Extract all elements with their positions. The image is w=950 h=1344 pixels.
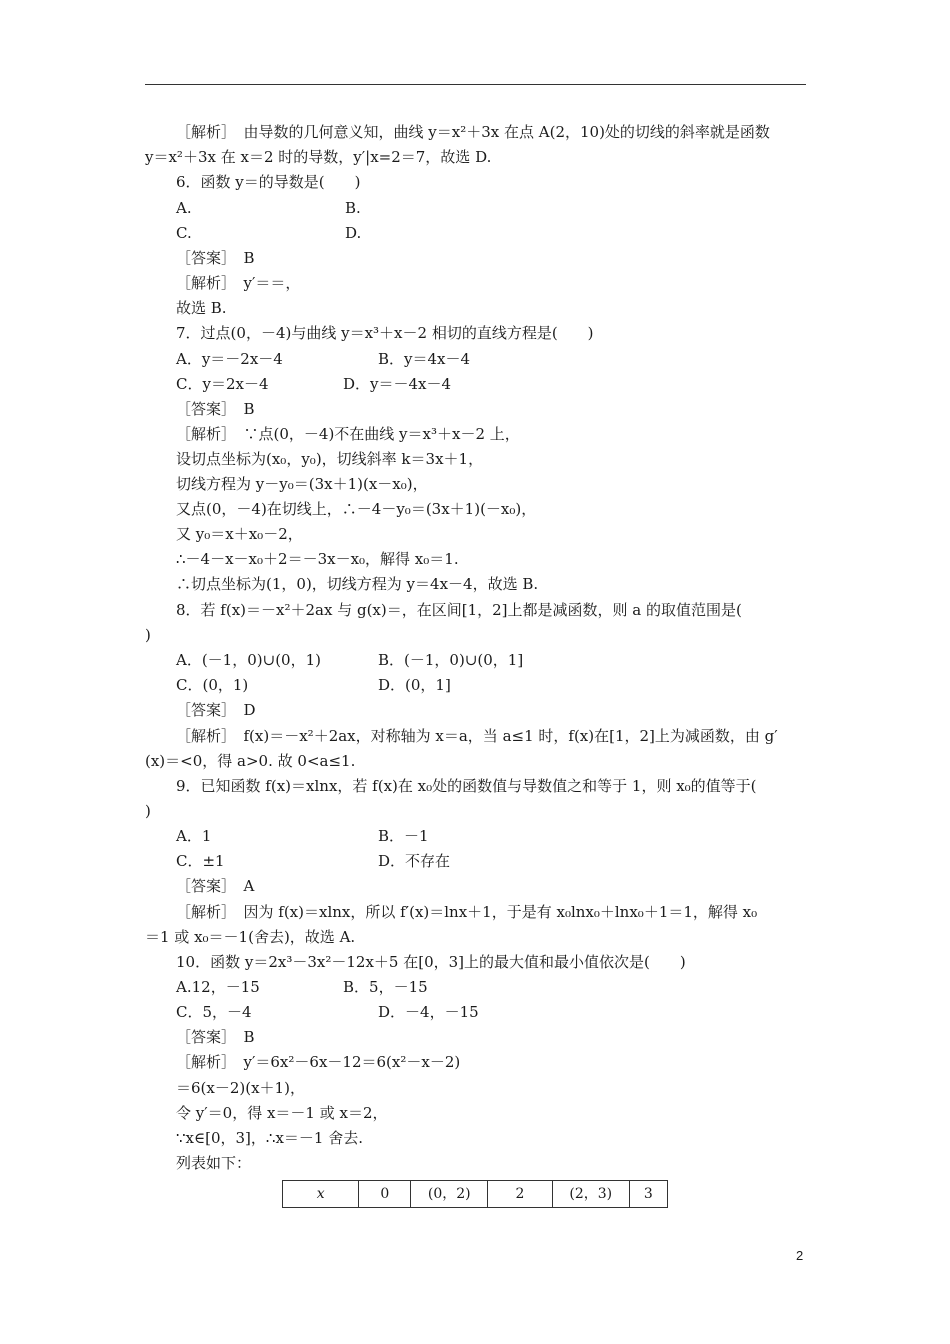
text-line: ＝6(x－2)(x＋1)，: [176, 1079, 305, 1097]
table-cell: x: [283, 1181, 359, 1208]
header-rule: [145, 84, 806, 85]
text-line: ): [145, 802, 151, 820]
text-line: 设切点坐标为(x₀，y₀)，切线斜率 k＝3x＋1，: [176, 450, 484, 468]
text-line: 又 y₀＝x＋x₀－2，: [176, 525, 303, 543]
text-line: 令 y′＝0，得 x＝－1 或 x＝2，: [176, 1104, 388, 1122]
text-line: B．(－1，0)∪(0，1]: [378, 651, 524, 669]
text-line: A．(－1，0)∪(0，1): [176, 651, 321, 669]
text-line: 6．函数 y＝的导数是( ): [176, 173, 361, 191]
text-line: ［解析］ y′＝＝，: [176, 274, 301, 292]
text-line: 8．若 f(x)＝－x²＋2ax 与 g(x)＝，在区间[1，2]上都是减函数，则 a 的取值范围是(: [176, 601, 742, 619]
text-line: C．y＝2x－4: [176, 375, 269, 393]
text-line: D．(0，1]: [378, 676, 451, 694]
text-line: D．－4，－15: [378, 1003, 479, 1021]
text-line: y＝x²＋3x 在 x＝2 时的导数，y′|x=2＝7，故选 D.: [145, 148, 492, 166]
text-line: B.: [345, 199, 361, 217]
text-line: ［答案］ B: [176, 400, 255, 418]
table-cell: 3: [629, 1181, 667, 1208]
table-cell: (0，2): [411, 1181, 488, 1208]
table-cell: 0: [359, 1181, 411, 1208]
table-cell: 2: [488, 1181, 553, 1208]
text-line: A．y＝－2x－4: [176, 350, 283, 368]
text-line: ［答案］ B: [176, 1028, 255, 1046]
value-table: [282, 1180, 668, 1208]
text-line: B．y＝4x－4: [378, 350, 471, 368]
page-number: 2: [796, 1248, 804, 1263]
text-line: 10．函数 y＝2x³－3x²－12x＋5 在[0，3]上的最大值和最小值依次是( ): [176, 953, 686, 971]
text-line: 7．过点(0，－4)与曲线 y＝x³＋x－2 相切的直线方程是( ): [176, 324, 594, 342]
text-line: B．－1: [378, 827, 429, 845]
text-line: C．±1: [176, 852, 225, 870]
text-line: ［解析］ ∵点(0，－4)不在曲线 y＝x³＋x－2 上，: [176, 425, 520, 443]
text-line: D．y＝－4x－4: [343, 375, 452, 393]
text-line: C.: [176, 224, 192, 242]
text-line: ∴－4－x－x₀＋2＝－3x－x₀，解得 x₀＝1.: [176, 550, 459, 568]
text-line: ［解析］ f(x)＝－x²＋2ax，对称轴为 x＝a，当 a≤1 时，f(x)在[1，2]上为减函数，由 g′: [176, 727, 778, 745]
text-line: ［解析］ y′＝6x²－6x－12＝6(x²－x－2): [176, 1053, 461, 1071]
text-line: ［答案］ A: [176, 877, 255, 895]
text-line: 切线方程为 y－y₀＝(3x＋1)(x－x₀)，: [176, 475, 428, 493]
text-line: ［解析］ 由导数的几何意义知，曲线 y＝x²＋3x 在点 A(2，10)处的切线的斜率就是函数: [176, 123, 770, 141]
table-cell: (2，3): [552, 1181, 629, 1208]
text-line: 又点(0，－4)在切线上，∴－4－y₀＝(3x＋1)(－x₀)，: [176, 500, 537, 518]
text-line: ［解析］ 因为 f(x)＝xlnx，所以 f′(x)＝lnx＋1，于是有 x₀lnx₀＋lnx₀＋1＝1，解得 x₀: [176, 903, 758, 921]
text-line: A.12，－15: [176, 978, 260, 996]
text-line: ): [145, 626, 151, 644]
text-line: D．不存在: [378, 852, 451, 870]
text-line: ∵x∈[0，3]，∴x＝－1 舍去.: [176, 1129, 363, 1147]
text-line: ［答案］ D: [176, 701, 256, 719]
text-line: 9．已知函数 f(x)＝xlnx，若 f(x)在 x₀处的函数值与导数值之和等于 1，则 x₀的值等于(: [176, 777, 757, 795]
text-line: ＝1 或 x₀＝－1(舍去)，故选 A.: [145, 928, 356, 946]
text-line: A．1: [176, 827, 212, 845]
text-line: ∴切点坐标为(1，0)，切线方程为 y＝4x－4，故选 B.: [176, 575, 539, 593]
table-row: [283, 1181, 668, 1208]
text-line: C．5，－4: [176, 1003, 252, 1021]
text-line: C．(0，1): [176, 676, 249, 694]
text-line: (x)＝<0，得 a>0. 故 0<a≤1.: [145, 752, 356, 770]
text-line: A.: [176, 199, 192, 217]
text-line: ［答案］ B: [176, 249, 255, 267]
text-line: 列表如下：: [176, 1154, 252, 1172]
text-line: B．5，－15: [343, 978, 428, 996]
text-line: 故选 B.: [176, 299, 227, 317]
text-line: D.: [345, 224, 362, 242]
